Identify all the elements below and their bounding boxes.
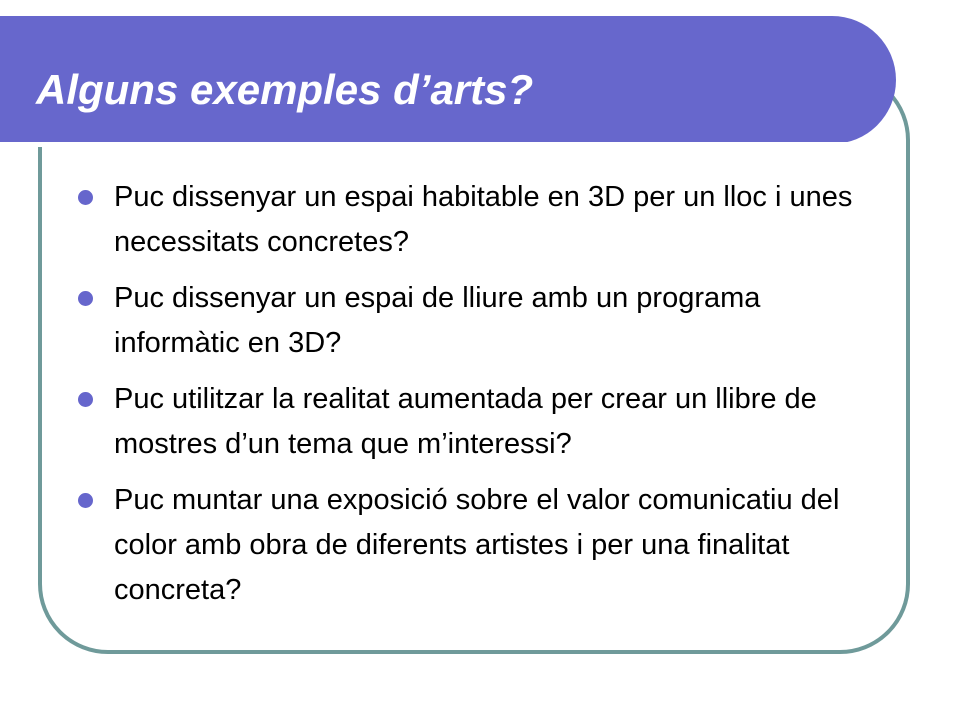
bullet-dot-icon	[78, 291, 93, 306]
bullet-item	[78, 377, 888, 467]
bullet-item	[78, 175, 888, 265]
bullet-dot-icon	[78, 392, 93, 407]
bullet-text: Puc muntar una exposició sobre el valor comunicatiu del color amb obra de diferents artistes i per una finalitat concreta?	[114, 484, 840, 606]
bullet-item	[78, 276, 888, 366]
title-underline	[0, 142, 848, 147]
bullet-dot-icon	[78, 190, 93, 205]
bullet-text: Puc utilitzar la realitat aumentada per crear un llibre de mostres d’un tema que m’interessi?	[114, 383, 817, 460]
bullet-list	[78, 175, 888, 624]
bullet-text: Puc dissenyar un espai habitable en 3D per un lloc i unes necessitats concretes?	[114, 181, 853, 258]
bullet-item	[78, 478, 888, 613]
title-banner	[0, 16, 896, 144]
bullet-dot-icon	[78, 493, 93, 508]
slide-title: Alguns exemples d’arts?	[36, 66, 534, 113]
bullet-text: Puc dissenyar un espai de lliure amb un programa informàtic en 3D?	[114, 282, 761, 359]
